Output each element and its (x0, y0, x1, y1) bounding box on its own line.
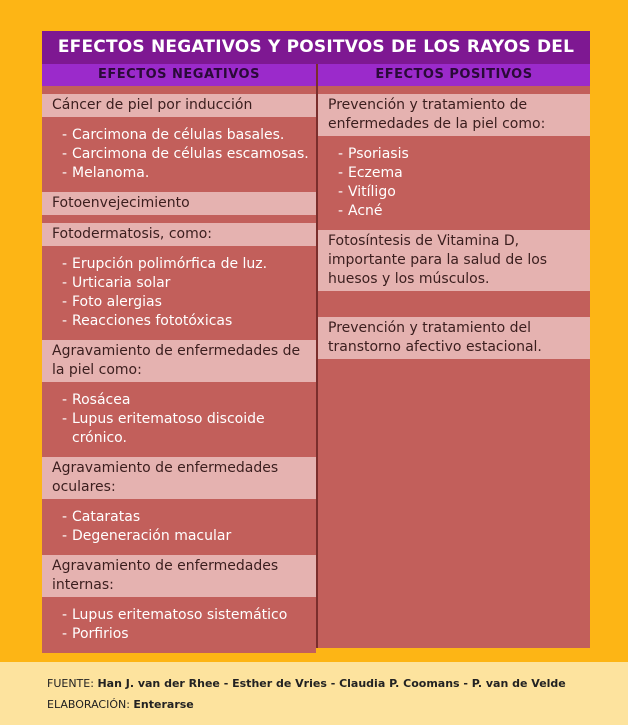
negative-column-header: EFECTOS NEGATIVOS (42, 64, 316, 86)
spacer (42, 215, 316, 223)
dash-marker: - (62, 528, 68, 544)
list-item-text: Urticaria solar (72, 275, 171, 291)
list-item (62, 293, 310, 312)
list-item-text: Lupus eritematoso sistemático (72, 607, 288, 623)
effect-heading: Prevención y tratamiento de enfermedades de la piel como: (318, 94, 590, 136)
list-item-text: Lupus eritematoso discoide crónico. (72, 411, 265, 446)
list-item (62, 410, 310, 448)
list-item (62, 606, 310, 625)
list-item-text: Psoriasis (348, 146, 409, 162)
dash-marker: - (62, 313, 68, 329)
dash-marker: - (338, 165, 344, 181)
dash-marker: - (62, 411, 68, 427)
list-item (62, 625, 310, 644)
dash-marker: - (338, 203, 344, 219)
list-item-text: Melanoma. (72, 165, 150, 181)
effect-list (318, 136, 590, 230)
list-item-text: Cataratas (72, 509, 141, 525)
list-item (62, 145, 310, 164)
dash-marker: - (62, 275, 68, 291)
credit-value: Enterarse (133, 698, 194, 711)
effect-list (42, 597, 316, 653)
dash-marker: - (62, 146, 68, 162)
spacer (318, 291, 590, 317)
effect-list (42, 117, 316, 192)
dash-marker: - (62, 509, 68, 525)
effect-heading: Fotodermatosis, como: (42, 223, 316, 246)
effect-heading: Prevención y tratamiento del transtorno afectivo estacional. (318, 317, 590, 359)
effect-heading: Cáncer de piel por inducción (42, 94, 316, 117)
effects-table (42, 31, 590, 648)
negative-effects-column (42, 86, 316, 653)
dash-marker: - (62, 607, 68, 623)
dash-marker: - (62, 392, 68, 408)
dash-marker: - (338, 146, 344, 162)
dash-marker: - (62, 165, 68, 181)
effect-list (42, 382, 316, 457)
list-item-text: Foto alergias (72, 294, 162, 310)
dash-marker: - (62, 256, 68, 272)
effect-list (42, 246, 316, 340)
dash-marker: - (62, 127, 68, 143)
dash-marker: - (62, 294, 68, 310)
spacer (42, 86, 316, 94)
list-item (338, 202, 584, 221)
list-item-text: Porfirios (72, 626, 129, 642)
dash-marker: - (338, 184, 344, 200)
list-item-text: Eczema (348, 165, 403, 181)
positive-effects-column (318, 86, 590, 359)
effect-list (42, 499, 316, 555)
credit-label: ELABORACIÓN: (47, 698, 130, 711)
list-item-text: Degeneración macular (72, 528, 232, 544)
source-value: Han J. van der Rhee - Esther de Vries - Claudia P. Coomans - P. van de Velde (97, 677, 566, 690)
list-item (62, 255, 310, 274)
list-item (338, 183, 584, 202)
list-item-text: Erupción polimórfica de luz. (72, 256, 268, 272)
list-item (62, 312, 310, 331)
list-item-text: Acné (348, 203, 383, 219)
credit-line (47, 698, 194, 711)
list-item (338, 164, 584, 183)
dash-marker: - (62, 626, 68, 642)
effect-heading: Agravamiento de enfermedades oculares: (42, 457, 316, 499)
spacer (318, 86, 590, 94)
effect-heading: Agravamiento de enfermedades internas: (42, 555, 316, 597)
table-title: EFECTOS NEGATIVOS Y POSITVOS DE LOS RAYOS DEL (42, 31, 590, 64)
list-item-text: Carcimona de células basales. (72, 127, 285, 143)
list-item (62, 508, 310, 527)
list-item (62, 527, 310, 546)
source-label: FUENTE: (47, 677, 94, 690)
positive-column-header: EFECTOS POSITIVOS (318, 64, 590, 86)
footer (0, 662, 628, 725)
list-item-text: Rosácea (72, 392, 131, 408)
list-item (62, 164, 310, 183)
list-item-text: Vitíligo (348, 184, 396, 200)
effect-heading: Agravamiento de enfermedades de la piel como: (42, 340, 316, 382)
list-item (62, 126, 310, 145)
effect-heading: Fotoenvejecimiento (42, 192, 316, 215)
effect-heading: Fotosíntesis de Vitamina D, importante para la salud de los huesos y los músculos. (318, 230, 590, 291)
list-item-text: Reacciones fototóxicas (72, 313, 233, 329)
list-item (62, 391, 310, 410)
list-item (62, 274, 310, 293)
source-line (47, 677, 566, 690)
list-item-text: Carcimona de células escamosas. (72, 146, 309, 162)
list-item (338, 145, 584, 164)
